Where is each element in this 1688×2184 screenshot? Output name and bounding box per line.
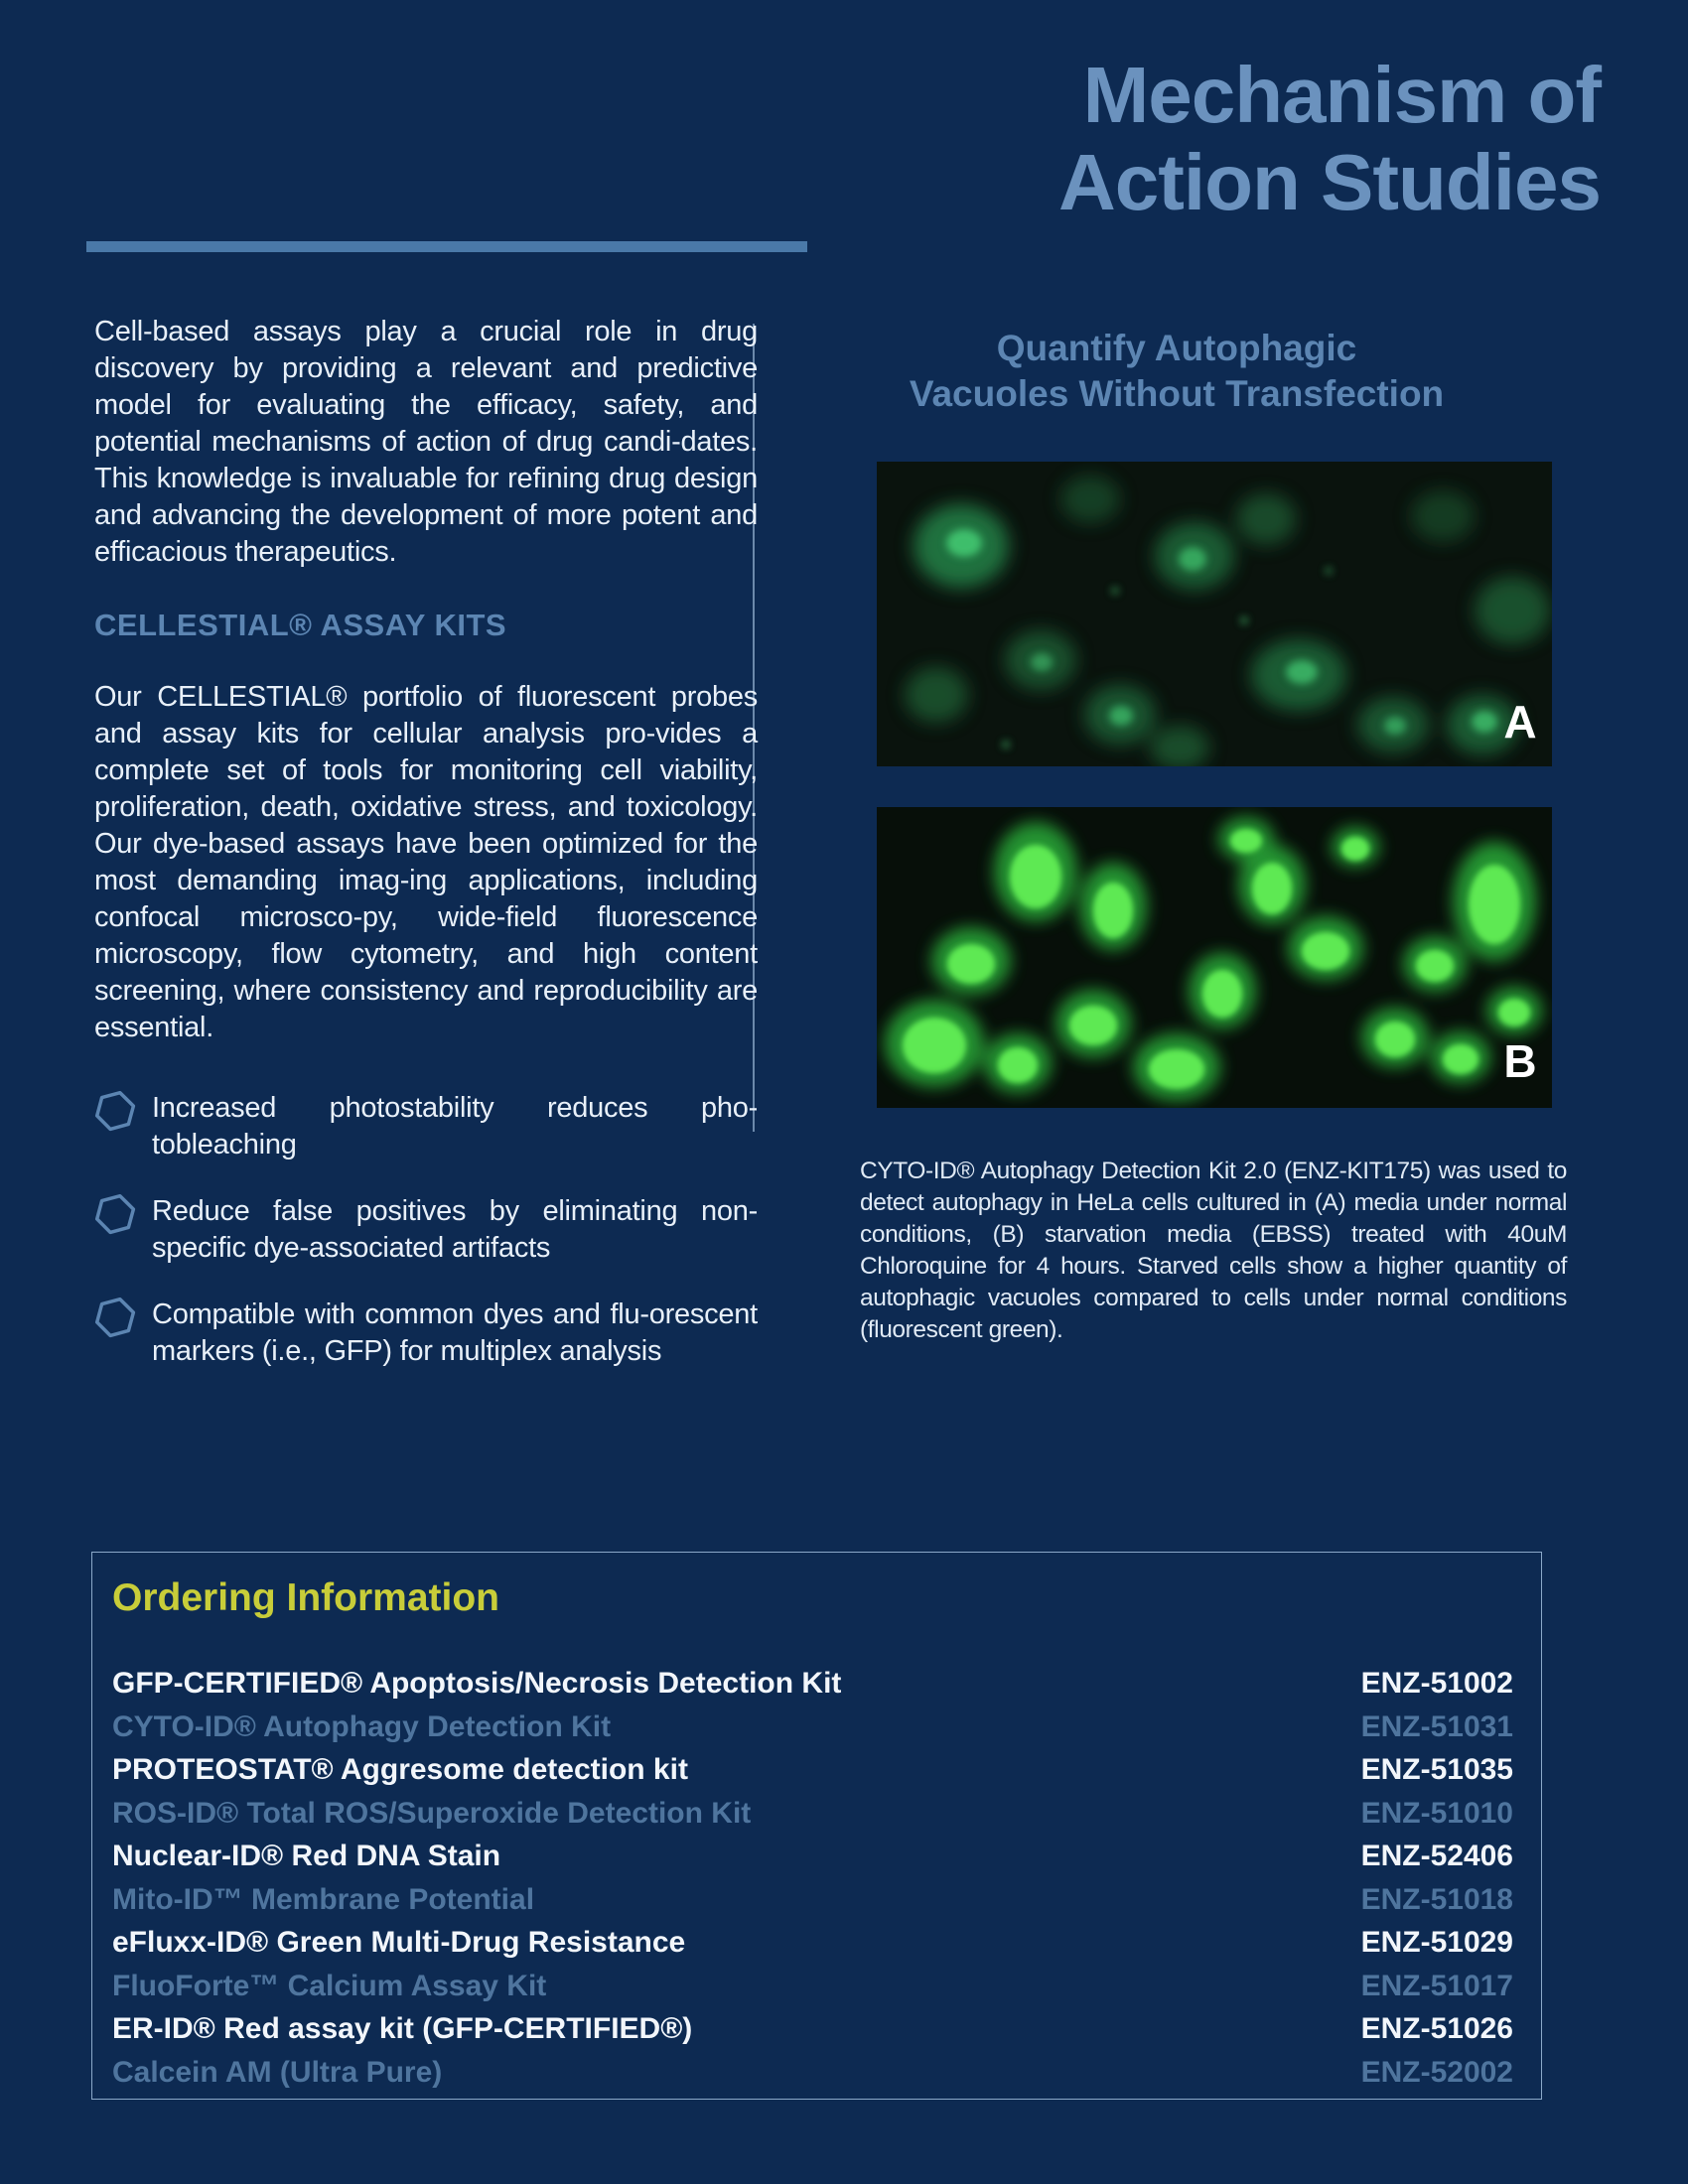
list-item: [94, 1193, 758, 1267]
table-row: [112, 2051, 1513, 2095]
table-row: [112, 1748, 1513, 1792]
list-item: [94, 1297, 758, 1370]
page-title-line2: Action Studies: [1057, 138, 1601, 226]
product-code: ENZ-52406: [1360, 1840, 1513, 1872]
hexagon-icon: [94, 1295, 136, 1350]
product-name: FluoForte™ Calcium Assay Kit: [112, 1969, 547, 2002]
fluorescence-micrograph-b: [877, 807, 1552, 1108]
product-name: eFluxx-ID® Green Multi-Drug Resistance: [112, 1926, 686, 1959]
product-name: PROTEOSTAT® Aggresome detection kit: [112, 1753, 688, 1786]
hexagon-icon: [94, 1088, 136, 1144]
product-name: CYTO-ID® Autophagy Detection Kit: [112, 1709, 612, 1743]
subsection-heading-line1: Quantify Autophagic: [996, 328, 1357, 368]
table-row: [112, 1921, 1513, 1965]
product-code: ENZ-51017: [1360, 1969, 1513, 2002]
table-row: [112, 1835, 1513, 1878]
product-code: ENZ-51010: [1360, 1796, 1513, 1830]
product-code: ENZ-51029: [1360, 1926, 1513, 1959]
product-code: ENZ-51035: [1360, 1753, 1513, 1786]
bullet-text: Increased photostability reduces pho-tobleaching: [152, 1092, 758, 1160]
intro-paragraph: Cell-based assays play a crucial role in drug discovery by providing a relevant and predictive model for evaluating the efficacy, safety, and potential mechanisms of action of drug candi-dates. This knowledge is invaluable for refining drug design and advancing the development of more potent and efficacious therapeutics.: [94, 316, 758, 568]
fluorescence-micrograph-a: [877, 462, 1552, 766]
panel-a-label: A: [1503, 696, 1537, 748]
panel-b-label: B: [1503, 1035, 1537, 1087]
table-row: [112, 1878, 1513, 1922]
section-heading: CELLESTIAL® ASSAY KITS: [94, 608, 507, 642]
body-paragraph: Our CELLESTIAL® portfolio of fluorescent probes and assay kits for cellular analysis pro-vides a complete set of tools for monitoring cell viability, proliferation, death, oxidative stress, and toxicology. Our dye-based assays have been optimized for the most demanding imag-ing applications, including confocal microsco-py, wide-field fluorescence microscopy, flow cytometry, and high content screening, where consistency and reproducibility are essential.: [94, 681, 758, 1043]
product-code: ENZ-51002: [1360, 1667, 1513, 1700]
left-column: [94, 314, 758, 1400]
page-title-line1: Mechanism of: [1082, 51, 1601, 139]
product-name: Nuclear-ID® Red DNA Stain: [112, 1840, 501, 1872]
ordering-information-box: [91, 1552, 1542, 2100]
table-row: [112, 1706, 1513, 1749]
product-name: ROS-ID® Total ROS/Superoxide Detection Kit: [112, 1796, 752, 1830]
product-name: ER-ID® Red assay kit (GFP-CERTIFIED®): [112, 2012, 693, 2045]
ordering-title: Ordering Information: [112, 1576, 499, 1619]
product-name: GFP-CERTIFIED® Apoptosis/Necrosis Detection Kit: [112, 1667, 842, 1700]
page-title: [1058, 52, 1601, 226]
bullet-text: Compatible with common dyes and flu-orescent markers (i.e., GFP) for multiplex analysis: [152, 1298, 758, 1367]
feature-bullet-list: [94, 1090, 758, 1370]
table-row: [112, 1792, 1513, 1836]
product-code: ENZ-51018: [1360, 1882, 1513, 1916]
product-code: ENZ-51031: [1360, 1709, 1513, 1743]
ordering-table: [112, 1662, 1513, 2094]
bullet-text: Reduce false positives by eliminating non-specific dye-associated artifacts: [152, 1195, 758, 1264]
subsection-heading-line2: Vacuoles Without Transfection: [909, 373, 1445, 414]
product-name: Calcein AM (Ultra Pure): [112, 2055, 443, 2089]
subsection-heading: [794, 326, 1559, 417]
hexagon-icon: [94, 1191, 136, 1247]
product-name: Mito-ID™ Membrane Potential: [112, 1882, 535, 1916]
horizontal-rule: [86, 241, 807, 252]
product-code: ENZ-51026: [1360, 2012, 1513, 2045]
table-row: [112, 2007, 1513, 2051]
figure-caption: CYTO-ID® Autophagy Detection Kit 2.0 (ENZ-KIT175) was used to detect autophagy in HeLa cells cultured in (A) media under normal conditions, (B) starvation media (EBSS) treated with 40uM Chloroquine for 4 hours. Starved cells show a higher quantity of autophagic vacuoles compared to cells under normal conditions (fluorescent green).: [860, 1158, 1567, 1343]
list-item: [94, 1090, 758, 1163]
table-row: [112, 1662, 1513, 1706]
product-code: ENZ-52002: [1360, 2055, 1513, 2089]
table-row: [112, 1965, 1513, 2008]
